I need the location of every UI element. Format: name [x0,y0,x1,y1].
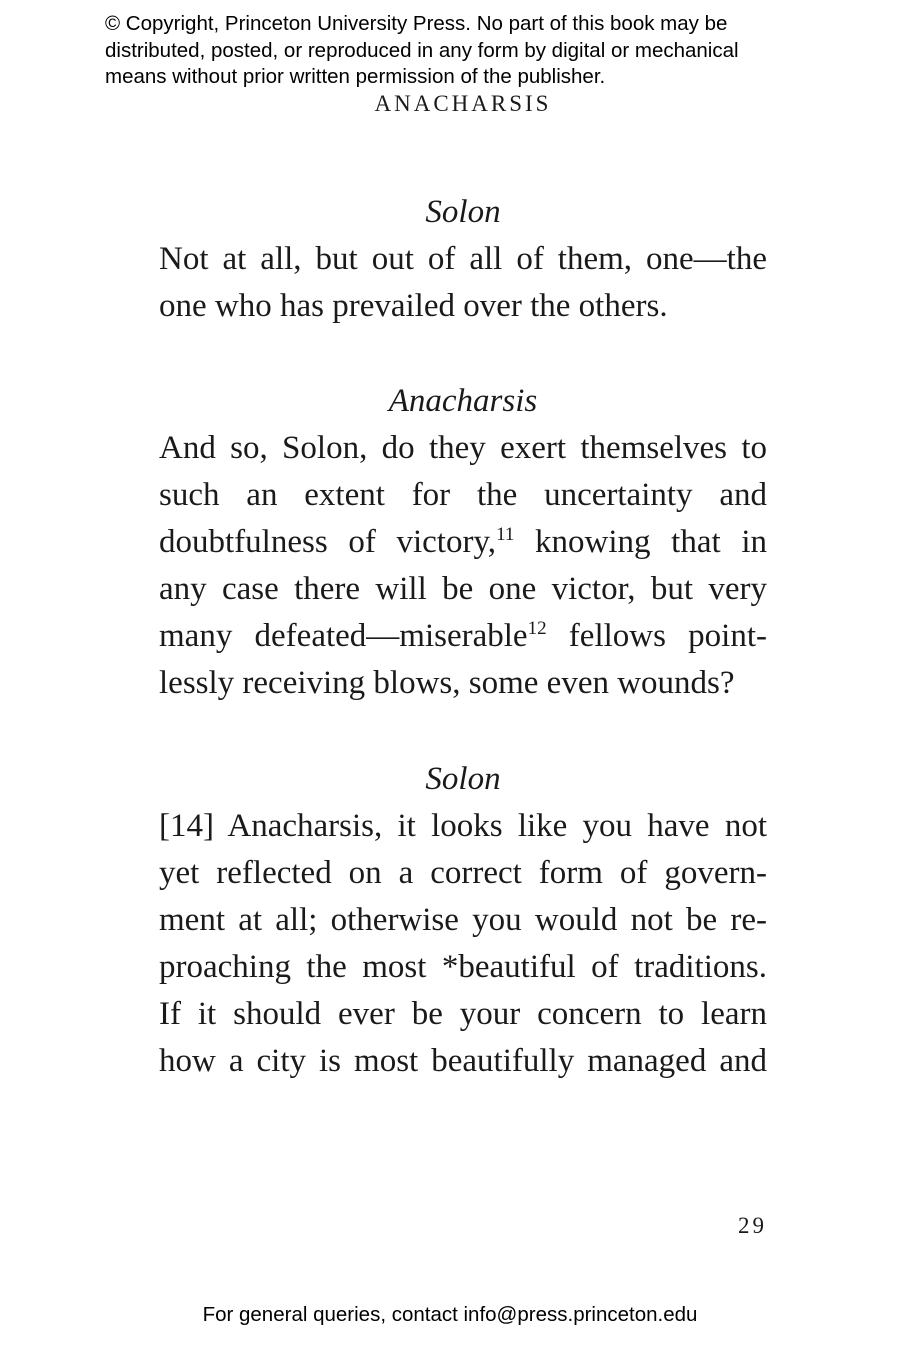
text-line [159,613,767,660]
text-line: any case there will be one victor, but very [159,571,767,607]
text-line: ment at all; otherwise you would not be re- [159,902,767,938]
text-segment: doubtfulness of victory, [159,524,497,560]
running-head: ANACHARSIS [374,91,552,116]
text-line: proaching the most *beautiful of traditions. [159,949,767,985]
speaker-heading: Solon [425,194,501,230]
speech-paragraph [159,803,767,1085]
copyright-line: distributed, posted, or reproduced in any form by digital or mechanical [105,38,739,62]
copyright-notice [105,11,825,91]
speaker-heading: Anacharsis [388,383,538,419]
text-line: [14] Anacharsis, it looks like you have not [159,808,767,844]
footer-contact: For general queries, contact info@press.princeton.edu [202,1303,698,1326]
speech-paragraph [159,236,767,330]
text-line: And so, Solon, do they exert themselves to [159,430,767,466]
text-segment: fellows point- [546,618,767,654]
page-number: 29 [738,1213,767,1238]
footnote-marker: 12 [527,618,547,639]
speaker-heading: Solon [425,761,501,797]
text-line: one who has prevailed over the others. [159,288,668,324]
copyright-line: © Copyright, Princeton University Press. No part of this book may be [105,12,728,35]
text-line: how a city is most beautifully managed and [159,1043,767,1079]
text-line: such an extent for the uncertainty and [159,477,767,513]
text-line: If it should ever be your concern to learn [159,996,767,1032]
text-segment: knowing that in [514,524,767,560]
footnote-marker: 11 [496,524,515,545]
text-segment: many defeated—miserable [159,618,528,654]
text-line: Not at all, but out of all of them, one—the [159,241,767,277]
text-line: yet reflected on a correct form of govern- [159,855,767,891]
speech-paragraph [159,425,767,707]
text-line: lessly receiving blows, some even wounds? [159,665,735,701]
text-line [159,519,767,566]
copyright-line: means without prior written permission of the publisher. [105,65,606,88]
